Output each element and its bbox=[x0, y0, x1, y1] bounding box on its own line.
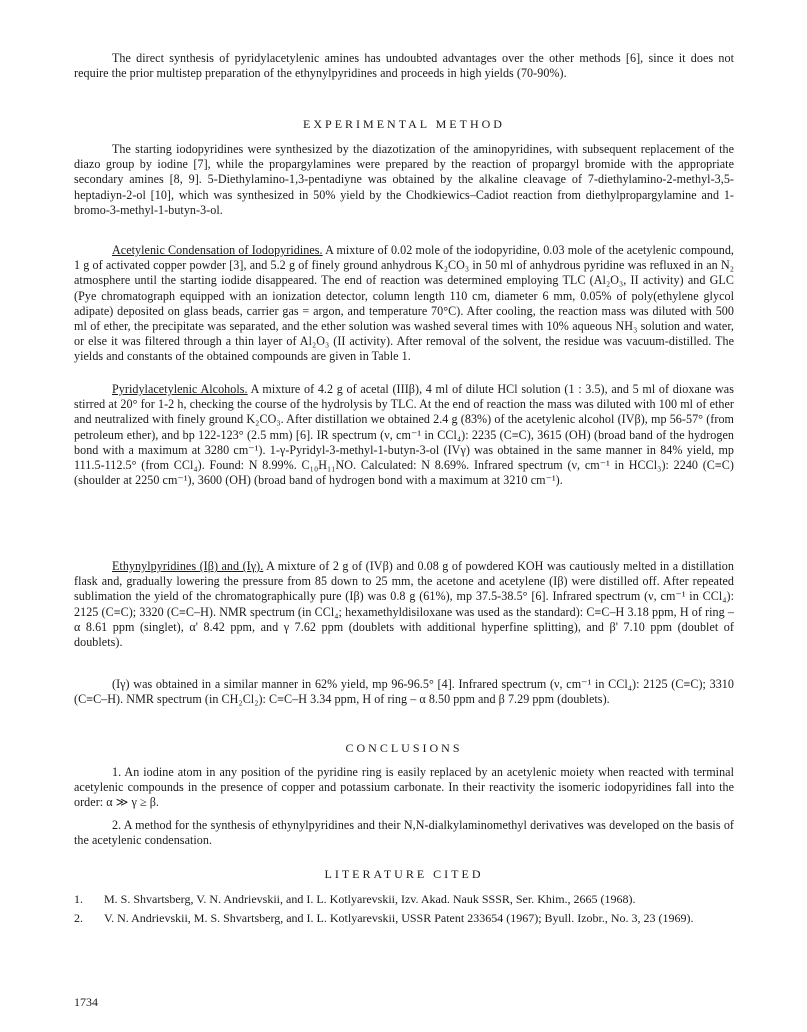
reference-number: 1. bbox=[74, 892, 83, 906]
page-number: 1734 bbox=[74, 995, 98, 1009]
igamma-paragraph: (Iγ) was obtained in a similar manner in 62% yield, mp 96-96.5° [4]. Infrared spectrum (ν, cm⁻¹ in CCl₄): 2125 (C≡C); 3310 (C≡C–H). NMR spectrum (in CH₂Cl₂): C≡C–H 3.34 ppm, H of ring – α 8.50 ppm and β 7.29 ppm (doublets). bbox=[74, 677, 734, 707]
reference-item bbox=[74, 892, 734, 907]
ethynylpyridines-title: Ethynylpyridines (Iβ) and (Iγ). bbox=[112, 559, 264, 573]
acetylenic-condensation-title: Acetylenic Condensation of Iodopyridines. bbox=[112, 243, 323, 257]
pyridylacetylenic-alcohols-text: A mixture of 4.2 g of acetal (IIIβ), 4 ml of dilute HCl solution (1 : 3.5), and 5 ml of dioxane was stirred at 20° for 1-2 h, checking the course of the hydrolysis by TLC. At the end of reaction the mass was diluted with 100 ml of ether and neutralized with finely ground K₂CO₃. After distillation we obtained 2.4 g (83%) of the acetylenic alcohol (IVβ), mp 56-57° (from petroleum ether), and bp 122-123° (2.5 mm) [6]. IR spectrum (ν, cm⁻¹ in CCl₄): 2235 (C≡C), 3615 (OH) (broad band of the hydrogen bond with a maximum at 3280 cm⁻¹). 1-γ-Pyridyl-3-methyl-1-butyn-3-ol (IVγ) was obtained in the same manner in 84% yield, mp 111.5-112.5° (from CCl₄). Found: N 8.99%. C₁₀H₁₁NO. Calculated: N 8.69%. Infrared spectrum (ν, cm⁻¹ in HCCl₃): 2240 (C≡C) (shoulder at 2250 cm⁻¹), 3600 (OH) (broad band of hydrogen bond with a maximum at 3210 cm⁻¹). bbox=[74, 382, 734, 488]
intro-paragraph: The direct synthesis of pyridylacetylenic amines has undoubted advantages over the other methods [6], since it does not require the prior multistep preparation of the ethynylpyridines and proceeds in high yields (70-90%). bbox=[74, 51, 734, 81]
reference-item bbox=[74, 911, 734, 926]
acetylenic-condensation-paragraph bbox=[74, 243, 734, 365]
conclusion-1: 1. An iodine atom in any position of the pyridine ring is easily replaced by an acetylenic moiety when reacted with terminal acetylenic compounds in the presence of copper and potassium carbonate. In their reactivity the isomeric iodopyridines fall into the order: α ≫ γ ≥ β. bbox=[74, 765, 734, 810]
conclusions-heading: CONCLUSIONS bbox=[345, 741, 463, 755]
reference-text: V. N. Andrievskii, M. S. Shvartsberg, and I. L. Kotlyarevskii, USSR Patent 233654 (1967); Byull. Izobr., No. 3, 23 (1969). bbox=[104, 911, 694, 926]
experimental-paragraph-1: The starting iodopyridines were synthesized by the diazotization of the aminopyridines, with subsequent replacement of the diazo group by iodine [7], while the propargylamines were prepared by the reaction of propargyl bromide with the appropriate secondary amines [8, 9]. 5-Diethylamino-1,3-pentadiyne was obtained by the alkaline cleavage of 7-diethylamino-2-methyl-3,5-heptadiyn-2-ol [10], which was synthesized in 50% yield by the Chodkiewics–Cadiot reaction from diethylpropargylamine and 1-bromo-3-methyl-1-butyn-3-ol. bbox=[74, 142, 734, 217]
acetylenic-condensation-text: A mixture of 0.02 mole of the iodopyridine, 0.03 mole of the acetylenic compound, 1 g of activated copper powder [3], and 5.2 g of finely ground anhydrous K₂CO₃ in 50 ml of anhydrous pyridine was refluxed in an N₂ atmosphere until the starting iodide disappeared. The end of reaction was determined employing TLC (Al₂O₃, II activity) and GLC (Pye chromatograph equipped with an ionization detector, column length 110 cm, diameter 6 mm, 0.05% of poly(ethylene glycol adipate) deposited on glass beads, carrier gas = argon, and temperature 70°C). After cooling, the reaction mass was diluted with 500 ml of ether, the precipitate was separated, and the ether solution was washed several times with 10% aqueous NH₃ solution and water, or else it was filtered through a thin layer of Al₂O₃ (II activity). After removal of the solvent, the residue was vacuum-distilled. The yields and constants of the obtained compounds are given in Table 1. bbox=[74, 243, 734, 364]
reference-text: M. S. Shvartsberg, V. N. Andrievskii, and I. L. Kotlyarevskii, Izv. Akad. Nauk SSSR, Ser. Khim., 2665 (1968). bbox=[104, 892, 636, 906]
ethynylpyridines-paragraph bbox=[74, 559, 734, 650]
ethynylpyridines-text: A mixture of 2 g of (IVβ) and 0.08 g of powdered KOH was cautiously melted in a distillation flask and, gradually lowering the pressure from 85 down to 25 mm, the acetone and acetylene (Iβ) were distilled off. After repeated sublimation the yield of the chromatographically pure (Iβ) was 0.8 g (61%), mp 37.5-38.5° [6]. Infrared spectrum (ν, cm⁻¹ in CCl₄): 2125 (C≡C); 3320 (C≡C–H). NMR spectrum (in CCl₄; hexamethyldisiloxane was used as the standard): C≡C–H 3.18 ppm, H of ring – α 8.61 ppm (singlet), α' 8.42 ppm, and γ 7.62 ppm (doublets with additional hyperfine splitting), and β' 7.10 ppm (doublet of doublets). bbox=[74, 559, 735, 650]
conclusion-2: 2. A method for the synthesis of ethynylpyridines and their N,N-dialkylaminomethyl derivatives was developed on the basis of the acetylenic condensation. bbox=[74, 818, 734, 848]
experimental-heading: EXPERIMENTAL METHOD bbox=[303, 117, 505, 131]
literature-heading: LITERATURE CITED bbox=[324, 867, 484, 881]
pyridylacetylenic-alcohols-title: Pyridylacetylenic Alcohols. bbox=[112, 382, 248, 396]
pyridylacetylenic-alcohols-paragraph bbox=[74, 382, 734, 488]
reference-list bbox=[74, 892, 734, 926]
reference-number: 2. bbox=[74, 911, 83, 926]
